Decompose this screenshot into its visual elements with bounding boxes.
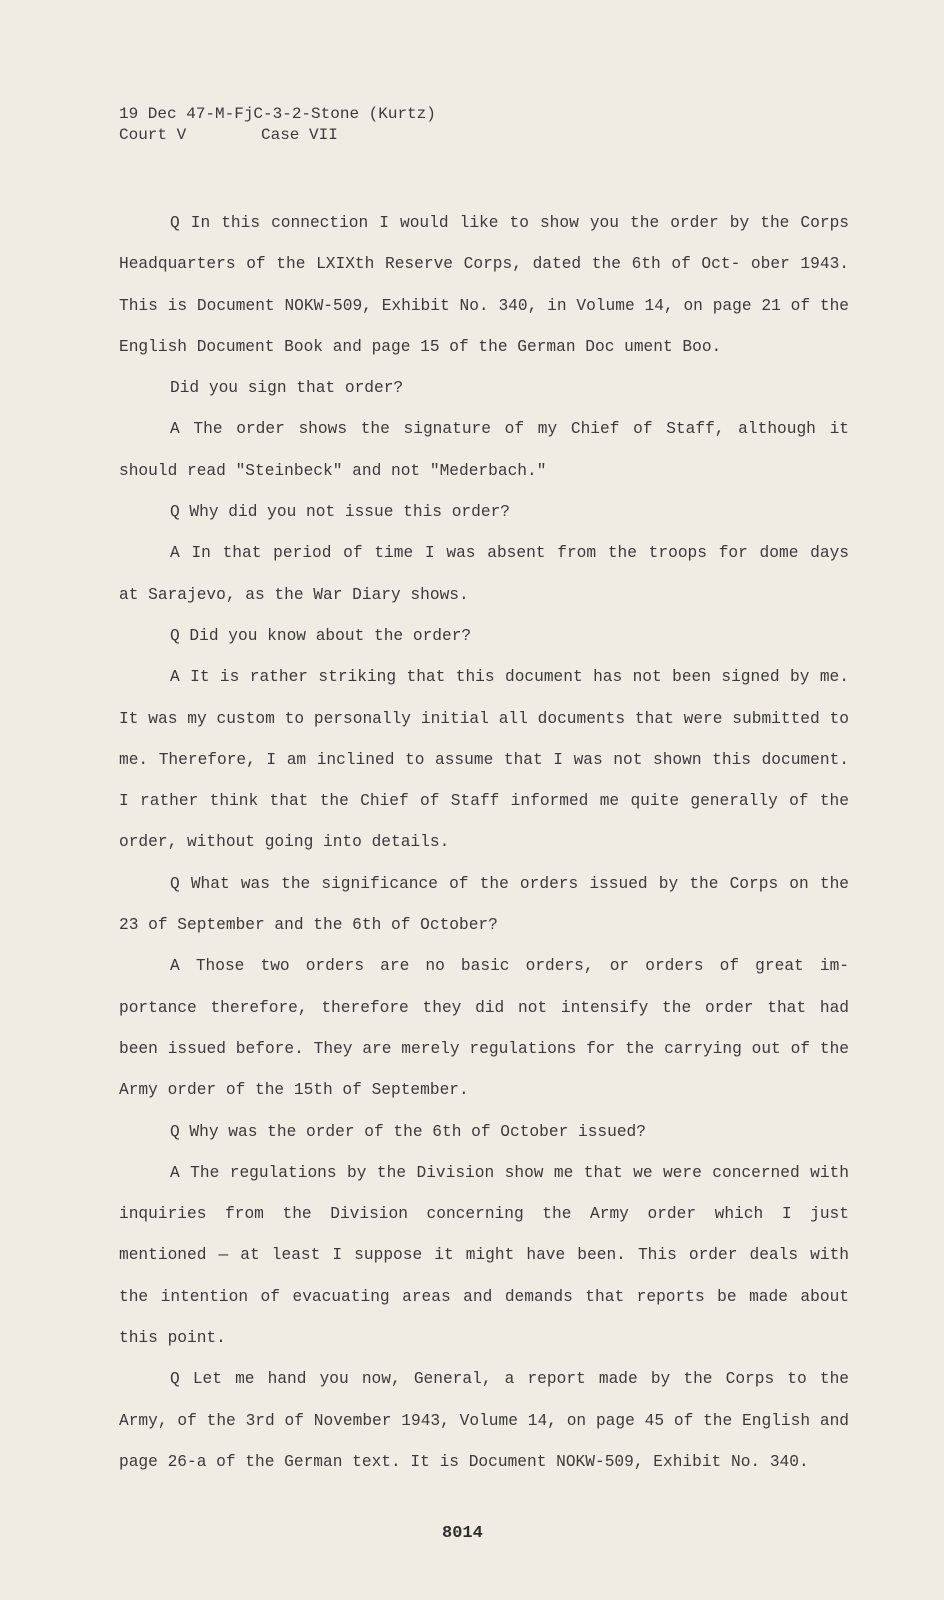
document-header [119,104,436,146]
page-number: 8014 [442,1524,483,1543]
paragraph-q-significance: Q What was the significance of the orders issued by the Corps on the 23 of September and the 6th of October? [119,874,849,935]
paragraph-q-document-intro: Q In this connection I would like to show you the order by the Corps Headquarters of the LXIXth Reserve Corps, dated the 6th of Oct- ober 1943. This is Document NOKW-509, Exhibit No. 340, in Volume 14, on page 21 of the English Document Book and page 15 of the German Doc ument Boo. [119,214,849,356]
paragraph-a-signature: A The order shows the signature of my Chief of Staff, although it should read "Steinbeck" and not "Mederbach." [119,420,849,480]
paragraph-a-regulations: A The regulations by the Division show me that we were concerned with inquiries from the Division concerning the Army order which I just mentioned — at least I suppose it might have been. This order deals with the intention of evacuating areas and demands that reports be made about this point. [119,1163,849,1348]
paragraph-a-not-signed: A It is rather striking that this document has not been signed by me. It was my custom to personally initial all documents that were submitted to me. Therefore, I am inclined to assume that I was not shown this document. I rather think that the Chief of Staff informed me quite generally of the order, without going into details. [119,668,849,852]
paragraph-q-did-you-sign: Did you sign that order? [170,379,404,398]
transcript-body [119,203,849,1483]
header-reference-line: 19 Dec 47-M-FjC-3-2-Stone (Kurtz) [119,105,436,123]
paragraph-a-basic-orders: A Those two orders are no basic orders, or orders of great im- portance therefore, therefore they did not intensify the order that had been issued before. They are merely regulations for the carrying out of the Army order of the 15th of September. [119,957,849,1100]
case-label: Case VII [261,126,338,144]
paragraph-q-report: Q Let me hand you now, General, a report made by the Corps to the Army, of the 3rd of November 1943, Volume 14, on page 45 of the English and page 26-a of the German text. It is Document NOKW-509, Exhibit No. 340. [119,1370,849,1471]
paragraph-q-why-not-issue: Q Why did you not issue this order? [170,503,510,522]
header-court-case-line [119,125,436,146]
paragraph-q-why-issued: Q Why was the order of the 6th of October issued? [170,1122,646,1141]
paragraph-a-absent: A In that period of time I was absent from the troops for dome days at Sarajevo, as the War Diary shows. [119,544,849,604]
paragraph-q-know-about: Q Did you know about the order? [170,626,472,645]
court-label: Court V [119,126,187,144]
